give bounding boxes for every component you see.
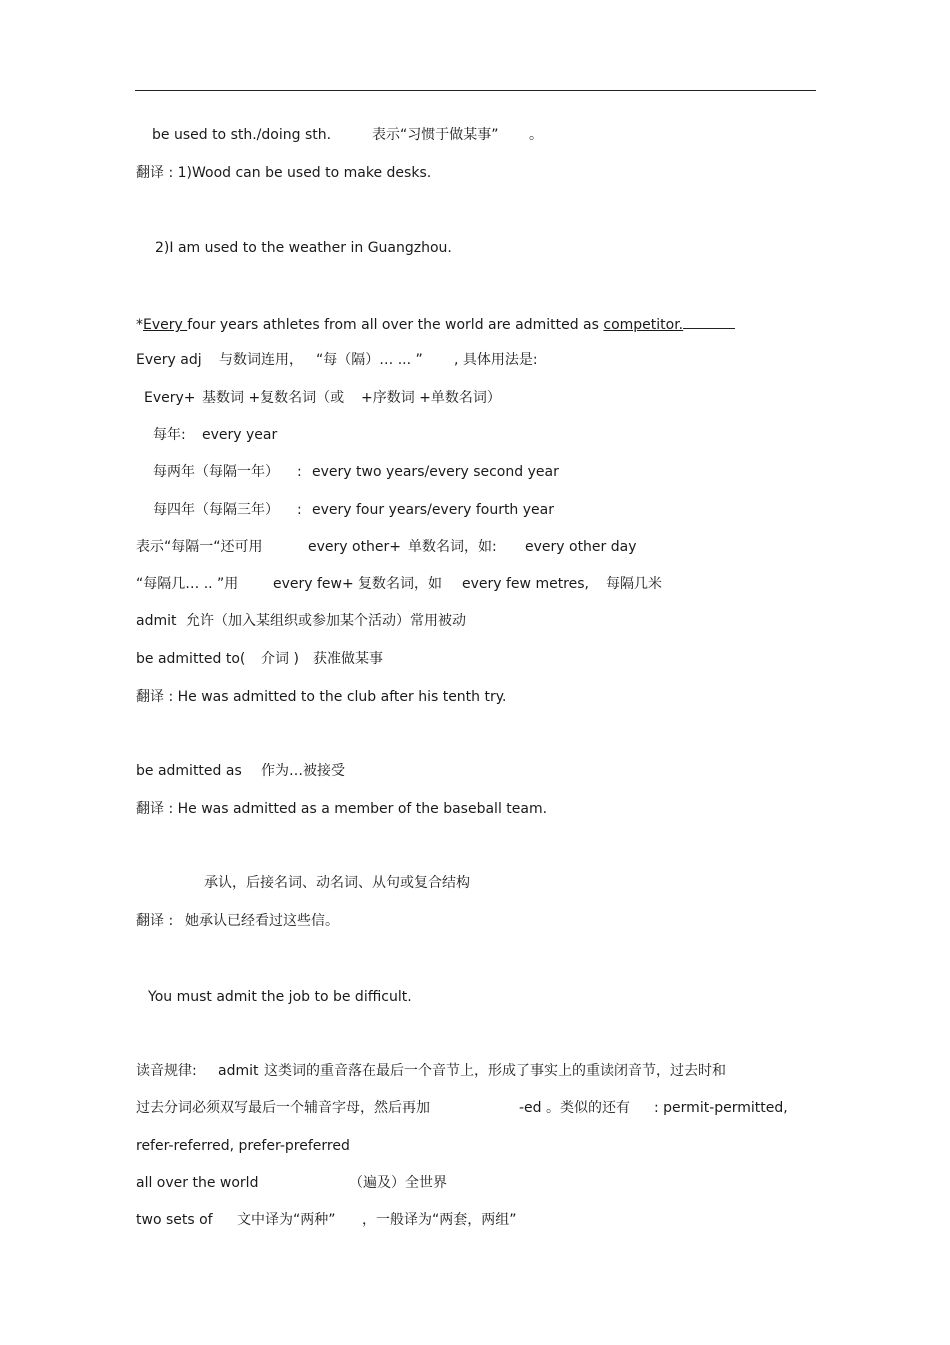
underlined-every: Every — [143, 317, 188, 333]
translation-4: 翻译 : He was admitted as a member of the baseball team. — [136, 801, 548, 817]
underlined-competitor: competitor. — [603, 317, 684, 333]
blank-line — [683, 314, 735, 329]
translation-3: 翻译 : He was admitted to the club after his tenth try. — [136, 689, 507, 705]
translation-2: 2)I am used to the weather in Guangzhou. — [155, 240, 452, 256]
admit-meaning: 承认，后接名词、动名词、从句或复合结构 — [204, 875, 470, 891]
meaning: 表示“习惯于做某事” — [372, 127, 499, 143]
header-rule — [135, 90, 816, 91]
refer-prefer: refer-referred, prefer-preferred — [136, 1138, 350, 1154]
example-admit: You must admit the job to be difficult. — [148, 989, 412, 1005]
punct: 。 — [529, 127, 543, 143]
phrase: be used to sth./doing sth. — [152, 127, 332, 143]
example-sentence: *Every four years athletes from all over the world are admitted as competitor. — [136, 314, 735, 332]
translation-1: 翻译 : 1)Wood can be used to make desks. — [136, 165, 432, 181]
